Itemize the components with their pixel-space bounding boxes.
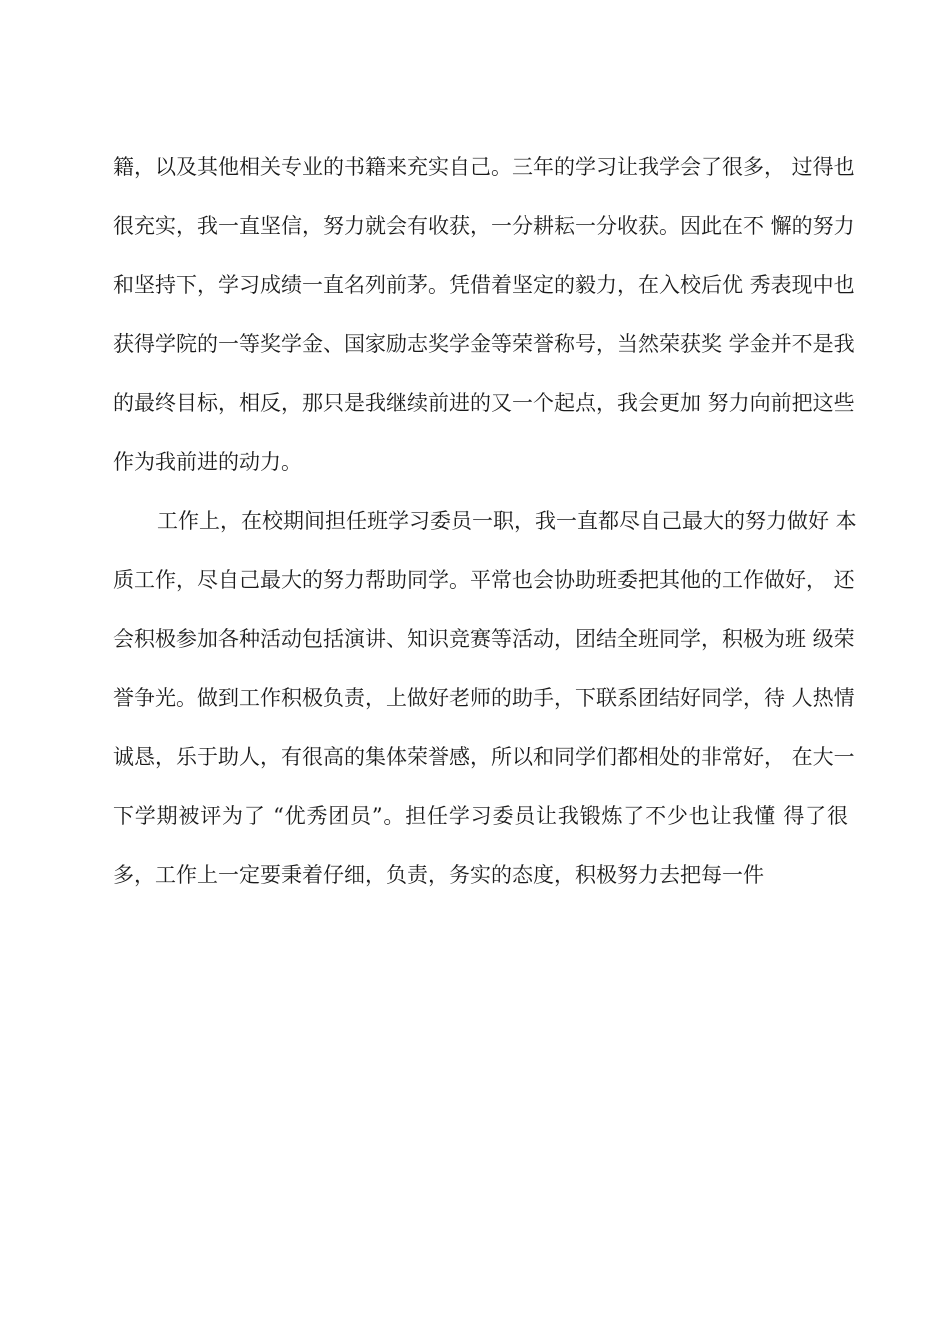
paragraph-2-line-7: 多，工作上一定要秉着仔细，负责，务实的态度，积极努力去把每一件 bbox=[113, 863, 764, 887]
paragraph-1-line-3: 和坚持下，学习成绩一直名列前茅。凭借着坚定的毅力，在入校后优 秀表现中也 bbox=[113, 273, 855, 297]
paragraph-1-line-1: 籍，以及其他相关专业的书籍来充实自己。三年的学习让我学会了很多， 过得也 bbox=[113, 155, 855, 179]
paragraph-1-line-5: 的最终目标，相反，那只是我继续前进的又一个起点，我会更加 努力向前把这些 bbox=[113, 391, 855, 415]
paragraph-2-line-3: 会积极参加各种活动包括演讲、知识竞赛等活动，团结全班同学，积极为班 级荣 bbox=[113, 627, 855, 651]
paragraph-2-line-2: 质工作，尽自己最大的努力帮助同学。平常也会协助班委把其他的工作做好， 还 bbox=[113, 568, 855, 592]
paragraph-2-line-1: 工作上，在校期间担任班学习委员一职，我一直都尽自己最大的努力做好 本 bbox=[157, 509, 857, 533]
paragraph-1-line-2: 很充实，我一直坚信，努力就会有收获，一分耕耘一分收获。因此在不 懈的努力 bbox=[113, 214, 855, 238]
paragraph-2-line-6: 下学期被评为了 “优秀团员”。担任学习委员让我锻炼了不少也让我懂 得了很 bbox=[113, 804, 848, 828]
paragraph-2-line-4: 誉争光。做到工作积极负责，上做好老师的助手，下联系团结好同学，待 人热情 bbox=[113, 686, 855, 710]
paragraph-1-line-4: 获得学院的一等奖学金、国家励志奖学金等荣誉称号，当然荣获奖 学金并不是我 bbox=[113, 332, 855, 356]
paragraph-1-line-6: 作为我前进的动力。 bbox=[113, 450, 302, 474]
paragraph-2-line-5: 诚恳，乐于助人，有很高的集体荣誉感，所以和同学们都相处的非常好， 在大一 bbox=[113, 745, 855, 769]
